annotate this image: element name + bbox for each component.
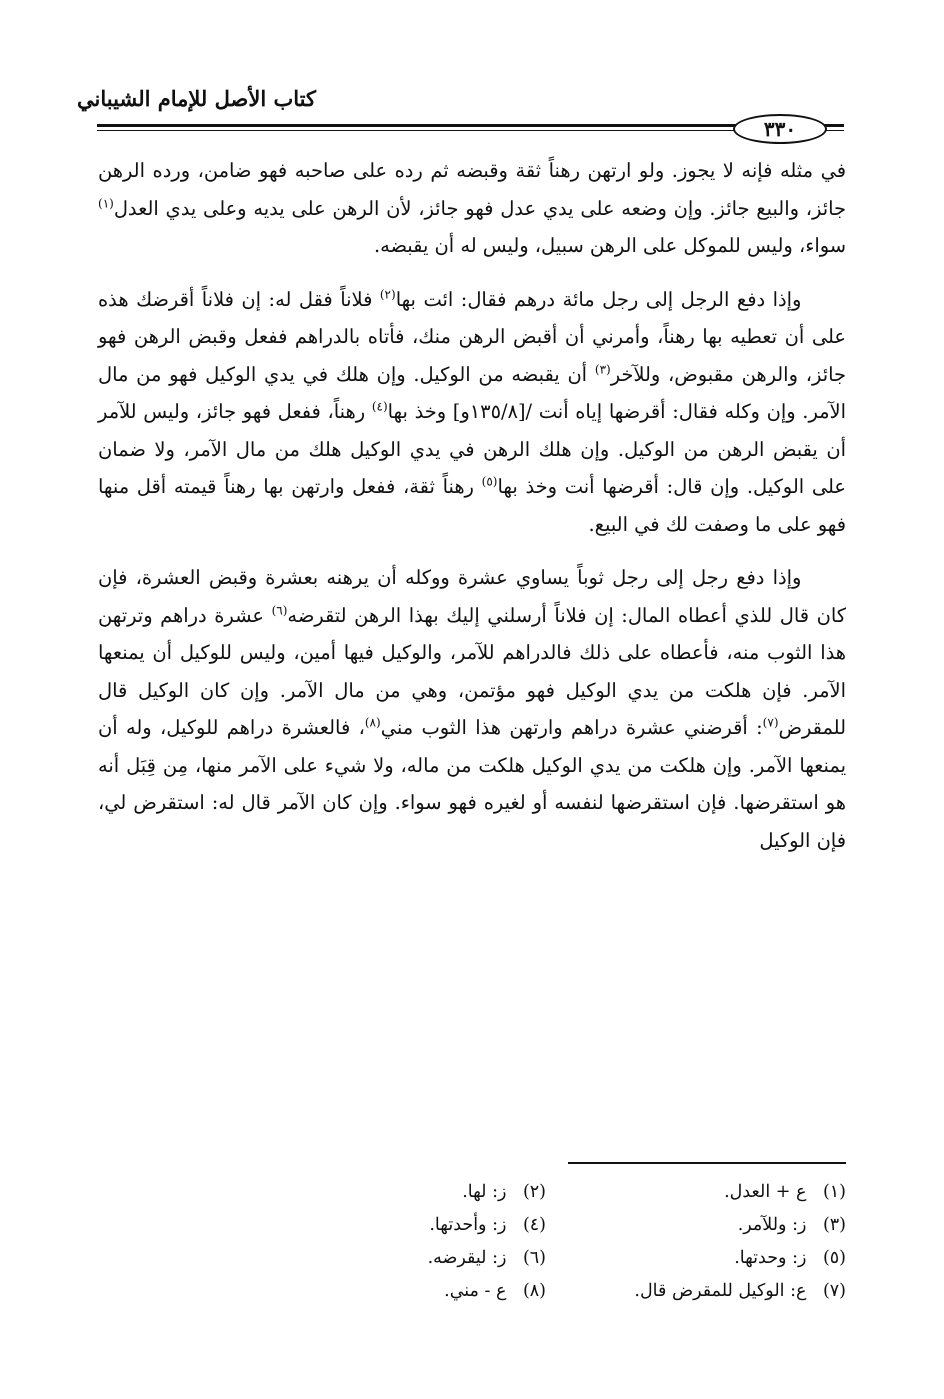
footnote-text: ز: لها. — [462, 1182, 507, 1202]
text-run: رهناً ثقة، ففعل وارتهن بها رهناً قيمته أقل منها فهو على ما وصفت لك في البيع. — [98, 475, 846, 536]
footnote-number: (٥) — [822, 1248, 846, 1268]
paragraph — [98, 281, 846, 544]
footnote-item — [280, 1244, 546, 1273]
footnote-text: ز: ليقرضه. — [427, 1248, 507, 1268]
paragraph — [98, 559, 846, 859]
text-run: فلاناً فقل له: إن فلاناً أقرضك هذه على أن تعطيه بها رهناً، وأمرني أن أقبض الرهن منك، فأتاه بالدراهم ففعل وقبض الرهن فهو جائز، والرهن مقبوض، وللآخر — [98, 287, 846, 386]
footnote-item — [280, 1277, 546, 1306]
text-run: في مثله فإنه لا يجوز. ولو ارتهن رهناً ثقة وقبضه ثم رده على صاحبه فهو ضامن، ورده الرهن جائز، والبيع جائز. وإن وضعه على يدي عدل فهو جائز، لأن الرهن على يديه وعلى يدي العدل — [98, 159, 846, 220]
text-run: وإذا دفع الرجل إلى رجل مائة درهم فقال: ائت بها — [395, 287, 802, 311]
text-run: عشرة دراهم وترتهن هذا الثوب منه، فأعطاه على ذلك فالدراهم للآمر، والوكيل فيها أمين، وليس للوكيل أن يمنعها الآمر. فإن هلكت من يدي الوكيل فهو مؤتمن، وهي من مال الآمر. وإن كان الوكيل قال للمقرض — [98, 603, 846, 739]
footnote-ref: (٧) — [762, 715, 779, 730]
footnote-number: (٦) — [522, 1248, 546, 1268]
text-run: وإذا دفع رجل إلى رجل ثوباً يساوي عشرة ووكله أن يرهنه بعشرة وقبض العشرة، فإن كان قال للذي أعطاه المال: إن فلاناً أرسلني إليك بهذا الرهن لتقرضه — [98, 566, 846, 627]
text-run: سواء، وليس للموكل على الرهن سبيل، وليس له أن يقبضه. — [373, 234, 846, 257]
footnote-text: ز: وللآمر. — [737, 1215, 807, 1235]
footnote-text: ز: وأحدتها. — [429, 1215, 507, 1235]
footnote-number: (٤) — [522, 1215, 546, 1235]
footnote-item — [546, 1277, 846, 1306]
footnote-text: ز: وحدتها. — [734, 1248, 807, 1268]
header-rule — [97, 124, 844, 127]
text-run: ، فالعشرة دراهم للوكيل، وله أن يمنعها الآمر. وإن هلكت من يدي الوكيل هلكت من ماله، ولا شيء على الآمر منها، مِن قِبَل أنه هو استقرضها. فإن استقرضها لنفسه أو لغيره فهو سواء. وإن كان الآمر قال له: استقرض لي، فإن الوكيل — [98, 716, 846, 852]
footnote-text: ع: الوكيل للمقرض قال. — [634, 1281, 807, 1301]
footnote-text: ع - مني. — [444, 1281, 507, 1301]
footnotes — [280, 1178, 846, 1306]
text-run: رهناً، ففعل فهو جائز، وليس للآمر أن يقبض الرهن من الوكيل. وإن هلك الرهن في يدي الوكيل هلك من مال الآمر، ولا ضمان على الوكيل. وإن قال: أقرضها أنت وخذ بها — [98, 400, 846, 498]
footnote-number: (٧) — [822, 1281, 846, 1301]
footnote-separator — [568, 1162, 846, 1164]
footnote-text: ع + العدل. — [724, 1182, 807, 1202]
text-run: : أقرضني عشرة دراهم وارتهن هذا الثوب مني — [380, 716, 763, 739]
paragraph — [98, 152, 846, 265]
footnote-item — [280, 1178, 546, 1207]
footnote-ref: (٦) — [271, 603, 288, 618]
main-text — [98, 152, 846, 859]
footnote-ref: (٢) — [379, 287, 396, 302]
book-title: كتاب الأصل للإمام الشيباني — [77, 86, 316, 111]
page-number: ٣٣٠ — [733, 114, 827, 144]
footnote-ref: (٣) — [594, 362, 611, 377]
header-rule-thin — [97, 130, 844, 131]
footnote-item — [280, 1211, 546, 1240]
footnote-number: (٢) — [522, 1182, 546, 1202]
footnote-ref: (١) — [98, 196, 114, 211]
footnote-item — [546, 1244, 846, 1273]
text-run: أن يقبضه من الوكيل. وإن هلك في يدي الوكيل فهو من مال الآمر. وإن وكله فقال: أقرضها إياه أنت /[١٣٥/٨و] وخذ بها — [98, 362, 846, 423]
footnote-number: (١) — [822, 1182, 846, 1202]
footnote-number: (٨) — [522, 1281, 546, 1301]
footnote-item — [546, 1211, 846, 1240]
footnote-number: (٣) — [822, 1215, 846, 1235]
footnote-item — [546, 1178, 846, 1207]
footnote-ref: (٥) — [481, 474, 498, 489]
footnote-ref: (٤) — [371, 399, 388, 414]
footnote-ref: (٨) — [364, 715, 381, 730]
